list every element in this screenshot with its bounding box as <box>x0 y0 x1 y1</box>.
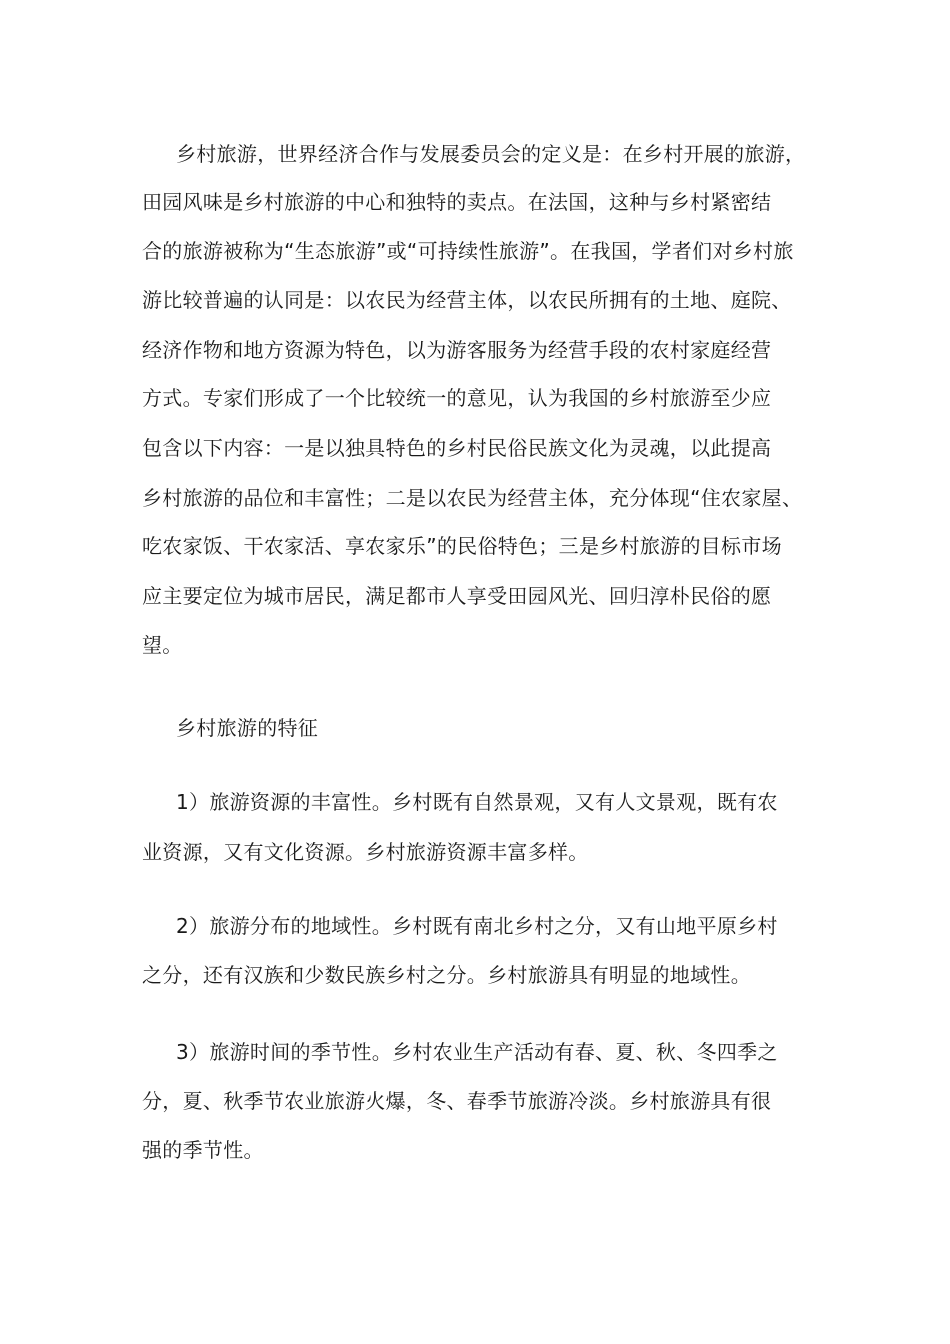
intro-line: 应主要定位为城市居民，满足都市人享受田园风光、回归淳朴民俗的愿 <box>142 584 772 608</box>
intro-line: 方式。专家们形成了一个比较统一的意见，认为我国的乡村旅游至少应 <box>142 386 772 410</box>
intro-line: 合的旅游被称为“生态旅游”或“可持续性旅游”。在我国，学者们对乡村旅 <box>142 239 794 263</box>
section-heading: 乡村旅游的特征 <box>176 716 319 740</box>
feature-item-1-line: 1）旅游资源的丰富性。乡村既有自然景观，又有人文景观，既有农 <box>176 790 778 814</box>
feature-item-3-line: 强的季节性。 <box>142 1138 264 1162</box>
intro-line: 游比较普遍的认同是：以农民为经营主体，以农民所拥有的土地、庭院、 <box>142 288 792 312</box>
feature-item-3-line: 分，夏、秋季节农业旅游火爆，冬、春季节旅游冷淡。乡村旅游具有很 <box>142 1089 772 1113</box>
feature-item-1-line: 业资源，又有文化资源。乡村旅游资源丰富多样。 <box>142 840 589 864</box>
intro-line: 望。 <box>142 633 183 657</box>
intro-line: 包含以下内容：一是以独具特色的乡村民俗民族文化为灵魂，以此提高 <box>142 436 772 460</box>
feature-item-2-line: 2）旅游分布的地域性。乡村既有南北乡村之分，又有山地平原乡村 <box>176 914 778 938</box>
feature-item-2-line: 之分，还有汉族和少数民族乡村之分。乡村旅游具有明显的地域性。 <box>142 963 751 987</box>
intro-line: 经济作物和地方资源为特色，以为游客服务为经营手段的农村家庭经营 <box>142 338 772 362</box>
intro-line: 乡村旅游，世界经济合作与发展委员会的定义是：在乡村开展的旅游， <box>176 142 806 166</box>
feature-item-3-line: 3）旅游时间的季节性。乡村农业生产活动有春、夏、秋、冬四季之 <box>176 1040 778 1064</box>
intro-line: 田园风味是乡村旅游的中心和独特的卖点。在法国，这种与乡村紧密结 <box>142 190 772 214</box>
intro-line: 乡村旅游的品位和丰富性；二是以农民为经营主体，充分体现“住农家屋、 <box>142 486 803 510</box>
intro-line: 吃农家饭、干农家活、享农家乐”的民俗特色；三是乡村旅游的目标市场 <box>142 534 782 558</box>
